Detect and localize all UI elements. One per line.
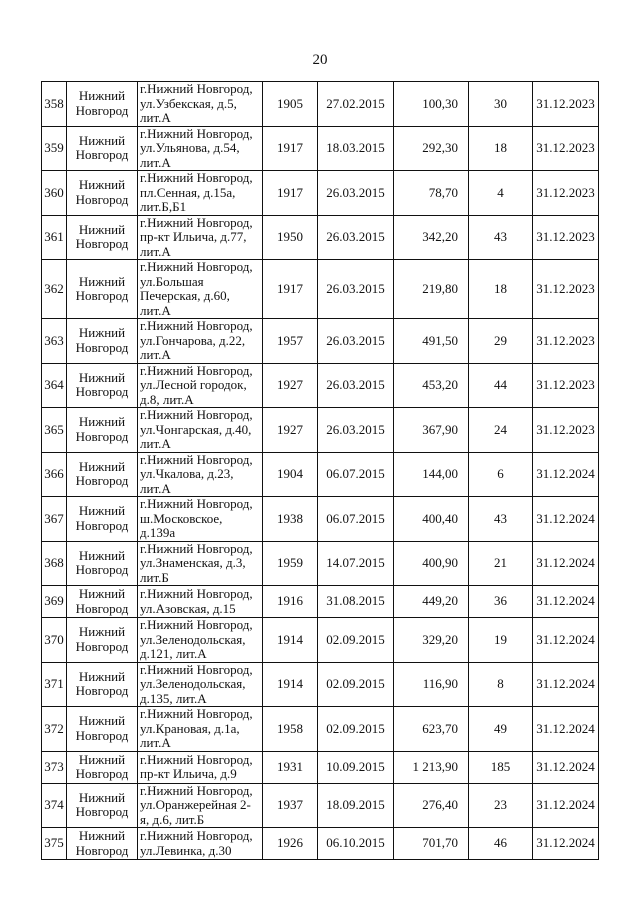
year-cell: 1917 bbox=[263, 171, 318, 216]
city-cell: Нижний Новгород bbox=[67, 541, 138, 586]
count-cell: 43 bbox=[469, 497, 533, 542]
table-row bbox=[42, 363, 599, 408]
year-cell: 1904 bbox=[263, 452, 318, 497]
city-cell: Нижний Новгород bbox=[67, 618, 138, 663]
area-cell: 100,30 bbox=[394, 82, 469, 127]
count-cell: 19 bbox=[469, 618, 533, 663]
table-row bbox=[42, 751, 599, 783]
area-cell: 1 213,90 bbox=[394, 751, 469, 783]
date-cell: 18.03.2015 bbox=[318, 126, 394, 171]
count-cell: 4 bbox=[469, 171, 533, 216]
year-cell: 1927 bbox=[263, 363, 318, 408]
table-row bbox=[42, 497, 599, 542]
count-cell: 24 bbox=[469, 408, 533, 453]
address-cell: г.Нижний Новгород, ул.Знаменская, д.3, лит.Б bbox=[138, 541, 263, 586]
city-cell: Нижний Новгород bbox=[67, 363, 138, 408]
area-cell: 701,70 bbox=[394, 828, 469, 860]
end-date-cell: 31.12.2023 bbox=[533, 215, 599, 260]
address-cell: г.Нижний Новгород, ул.Ульянова, д.54, лит.А bbox=[138, 126, 263, 171]
row-number: 370 bbox=[42, 618, 67, 663]
table-row bbox=[42, 586, 599, 618]
date-cell: 02.09.2015 bbox=[318, 662, 394, 707]
area-cell: 491,50 bbox=[394, 319, 469, 364]
area-cell: 342,20 bbox=[394, 215, 469, 260]
count-cell: 23 bbox=[469, 783, 533, 828]
date-cell: 26.03.2015 bbox=[318, 215, 394, 260]
area-cell: 400,90 bbox=[394, 541, 469, 586]
table-row bbox=[42, 171, 599, 216]
city-cell: Нижний Новгород bbox=[67, 828, 138, 860]
row-number: 365 bbox=[42, 408, 67, 453]
count-cell: 43 bbox=[469, 215, 533, 260]
date-cell: 06.07.2015 bbox=[318, 497, 394, 542]
date-cell: 31.08.2015 bbox=[318, 586, 394, 618]
row-number: 364 bbox=[42, 363, 67, 408]
area-cell: 116,90 bbox=[394, 662, 469, 707]
address-cell: г.Нижний Новгород, ул.Азовская, д.15 bbox=[138, 586, 263, 618]
row-number: 373 bbox=[42, 751, 67, 783]
year-cell: 1917 bbox=[263, 260, 318, 319]
row-number: 362 bbox=[42, 260, 67, 319]
row-number: 371 bbox=[42, 662, 67, 707]
end-date-cell: 31.12.2023 bbox=[533, 171, 599, 216]
city-cell: Нижний Новгород bbox=[67, 452, 138, 497]
address-cell: г.Нижний Новгород, ул.Крановая, д.1а, лит.А bbox=[138, 707, 263, 752]
end-date-cell: 31.12.2023 bbox=[533, 260, 599, 319]
date-cell: 26.03.2015 bbox=[318, 319, 394, 364]
table-row bbox=[42, 126, 599, 171]
table-row bbox=[42, 408, 599, 453]
table-row bbox=[42, 707, 599, 752]
city-cell: Нижний Новгород bbox=[67, 126, 138, 171]
end-date-cell: 31.12.2024 bbox=[533, 452, 599, 497]
end-date-cell: 31.12.2023 bbox=[533, 319, 599, 364]
city-cell: Нижний Новгород bbox=[67, 586, 138, 618]
housing-table bbox=[41, 81, 599, 860]
count-cell: 36 bbox=[469, 586, 533, 618]
page-number: 20 bbox=[312, 52, 328, 68]
row-number: 360 bbox=[42, 171, 67, 216]
address-cell: г.Нижний Новгород, ул.Узбекская, д.5, лит.А bbox=[138, 82, 263, 127]
address-cell: г.Нижний Новгород, ш.Московское, д.139а bbox=[138, 497, 263, 542]
end-date-cell: 31.12.2023 bbox=[533, 82, 599, 127]
date-cell: 27.02.2015 bbox=[318, 82, 394, 127]
year-cell: 1959 bbox=[263, 541, 318, 586]
row-number: 375 bbox=[42, 828, 67, 860]
row-number: 366 bbox=[42, 452, 67, 497]
area-cell: 449,20 bbox=[394, 586, 469, 618]
row-number: 358 bbox=[42, 82, 67, 127]
row-number: 359 bbox=[42, 126, 67, 171]
city-cell: Нижний Новгород bbox=[67, 215, 138, 260]
end-date-cell: 31.12.2024 bbox=[533, 662, 599, 707]
date-cell: 02.09.2015 bbox=[318, 618, 394, 663]
end-date-cell: 31.12.2024 bbox=[533, 618, 599, 663]
table-body bbox=[42, 82, 599, 860]
table-row bbox=[42, 82, 599, 127]
end-date-cell: 31.12.2024 bbox=[533, 751, 599, 783]
count-cell: 30 bbox=[469, 82, 533, 127]
year-cell: 1914 bbox=[263, 618, 318, 663]
table-row bbox=[42, 215, 599, 260]
year-cell: 1917 bbox=[263, 126, 318, 171]
table-row bbox=[42, 260, 599, 319]
date-cell: 06.10.2015 bbox=[318, 828, 394, 860]
city-cell: Нижний Новгород bbox=[67, 319, 138, 364]
address-cell: г.Нижний Новгород, пр-кт Ильича, д.9 bbox=[138, 751, 263, 783]
date-cell: 26.03.2015 bbox=[318, 363, 394, 408]
row-number: 363 bbox=[42, 319, 67, 364]
area-cell: 276,40 bbox=[394, 783, 469, 828]
city-cell: Нижний Новгород bbox=[67, 662, 138, 707]
count-cell: 46 bbox=[469, 828, 533, 860]
row-number: 369 bbox=[42, 586, 67, 618]
row-number: 367 bbox=[42, 497, 67, 542]
area-cell: 623,70 bbox=[394, 707, 469, 752]
city-cell: Нижний Новгород bbox=[67, 260, 138, 319]
city-cell: Нижний Новгород bbox=[67, 82, 138, 127]
table-row bbox=[42, 828, 599, 860]
count-cell: 6 bbox=[469, 452, 533, 497]
area-cell: 329,20 bbox=[394, 618, 469, 663]
city-cell: Нижний Новгород bbox=[67, 707, 138, 752]
count-cell: 44 bbox=[469, 363, 533, 408]
address-cell: г.Нижний Новгород, ул.Чкалова, д.23, лит.А bbox=[138, 452, 263, 497]
end-date-cell: 31.12.2024 bbox=[533, 497, 599, 542]
year-cell: 1938 bbox=[263, 497, 318, 542]
end-date-cell: 31.12.2023 bbox=[533, 126, 599, 171]
date-cell: 26.03.2015 bbox=[318, 408, 394, 453]
date-cell: 14.07.2015 bbox=[318, 541, 394, 586]
count-cell: 185 bbox=[469, 751, 533, 783]
address-cell: г.Нижний Новгород, ул.Зеленодольская, д.121, лит.А bbox=[138, 618, 263, 663]
end-date-cell: 31.12.2024 bbox=[533, 586, 599, 618]
count-cell: 8 bbox=[469, 662, 533, 707]
year-cell: 1905 bbox=[263, 82, 318, 127]
address-cell: г.Нижний Новгород, ул.Лесной городок, д.8, лит.А bbox=[138, 363, 263, 408]
address-cell: г.Нижний Новгород, пл.Сенная, д.15а, лит.Б,Б1 bbox=[138, 171, 263, 216]
count-cell: 18 bbox=[469, 126, 533, 171]
area-cell: 219,80 bbox=[394, 260, 469, 319]
end-date-cell: 31.12.2024 bbox=[533, 828, 599, 860]
year-cell: 1927 bbox=[263, 408, 318, 453]
table-row bbox=[42, 319, 599, 364]
table-row bbox=[42, 452, 599, 497]
row-number: 372 bbox=[42, 707, 67, 752]
end-date-cell: 31.12.2024 bbox=[533, 783, 599, 828]
year-cell: 1914 bbox=[263, 662, 318, 707]
date-cell: 10.09.2015 bbox=[318, 751, 394, 783]
address-cell: г.Нижний Новгород, ул.Зеленодольская, д.135, лит.А bbox=[138, 662, 263, 707]
city-cell: Нижний Новгород bbox=[67, 408, 138, 453]
date-cell: 18.09.2015 bbox=[318, 783, 394, 828]
row-number: 374 bbox=[42, 783, 67, 828]
end-date-cell: 31.12.2023 bbox=[533, 363, 599, 408]
area-cell: 78,70 bbox=[394, 171, 469, 216]
count-cell: 21 bbox=[469, 541, 533, 586]
city-cell: Нижний Новгород bbox=[67, 497, 138, 542]
year-cell: 1957 bbox=[263, 319, 318, 364]
table-row bbox=[42, 783, 599, 828]
end-date-cell: 31.12.2024 bbox=[533, 541, 599, 586]
area-cell: 292,30 bbox=[394, 126, 469, 171]
date-cell: 26.03.2015 bbox=[318, 260, 394, 319]
address-cell: г.Нижний Новгород, ул.Гончарова, д.22, лит.А bbox=[138, 319, 263, 364]
table-row bbox=[42, 662, 599, 707]
address-cell: г.Нижний Новгород, ул.Оранжерейная 2-я, д.6, лит.Б bbox=[138, 783, 263, 828]
end-date-cell: 31.12.2024 bbox=[533, 707, 599, 752]
end-date-cell: 31.12.2023 bbox=[533, 408, 599, 453]
area-cell: 144,00 bbox=[394, 452, 469, 497]
table-row bbox=[42, 618, 599, 663]
year-cell: 1950 bbox=[263, 215, 318, 260]
row-number: 368 bbox=[42, 541, 67, 586]
city-cell: Нижний Новгород bbox=[67, 751, 138, 783]
area-cell: 453,20 bbox=[394, 363, 469, 408]
year-cell: 1958 bbox=[263, 707, 318, 752]
city-cell: Нижний Новгород bbox=[67, 783, 138, 828]
count-cell: 49 bbox=[469, 707, 533, 752]
date-cell: 26.03.2015 bbox=[318, 171, 394, 216]
area-cell: 367,90 bbox=[394, 408, 469, 453]
area-cell: 400,40 bbox=[394, 497, 469, 542]
date-cell: 06.07.2015 bbox=[318, 452, 394, 497]
year-cell: 1926 bbox=[263, 828, 318, 860]
address-cell: г.Нижний Новгород, ул.Чонгарская, д.40, лит.А bbox=[138, 408, 263, 453]
year-cell: 1931 bbox=[263, 751, 318, 783]
count-cell: 29 bbox=[469, 319, 533, 364]
address-cell: г.Нижний Новгород, ул.Левинка, д.30 bbox=[138, 828, 263, 860]
count-cell: 18 bbox=[469, 260, 533, 319]
year-cell: 1916 bbox=[263, 586, 318, 618]
row-number: 361 bbox=[42, 215, 67, 260]
table-row bbox=[42, 541, 599, 586]
city-cell: Нижний Новгород bbox=[67, 171, 138, 216]
year-cell: 1937 bbox=[263, 783, 318, 828]
address-cell: г.Нижний Новгород, ул.Большая Печерская, д.60, лит.А bbox=[138, 260, 263, 319]
address-cell: г.Нижний Новгород, пр-кт Ильича, д.77, лит.А bbox=[138, 215, 263, 260]
date-cell: 02.09.2015 bbox=[318, 707, 394, 752]
